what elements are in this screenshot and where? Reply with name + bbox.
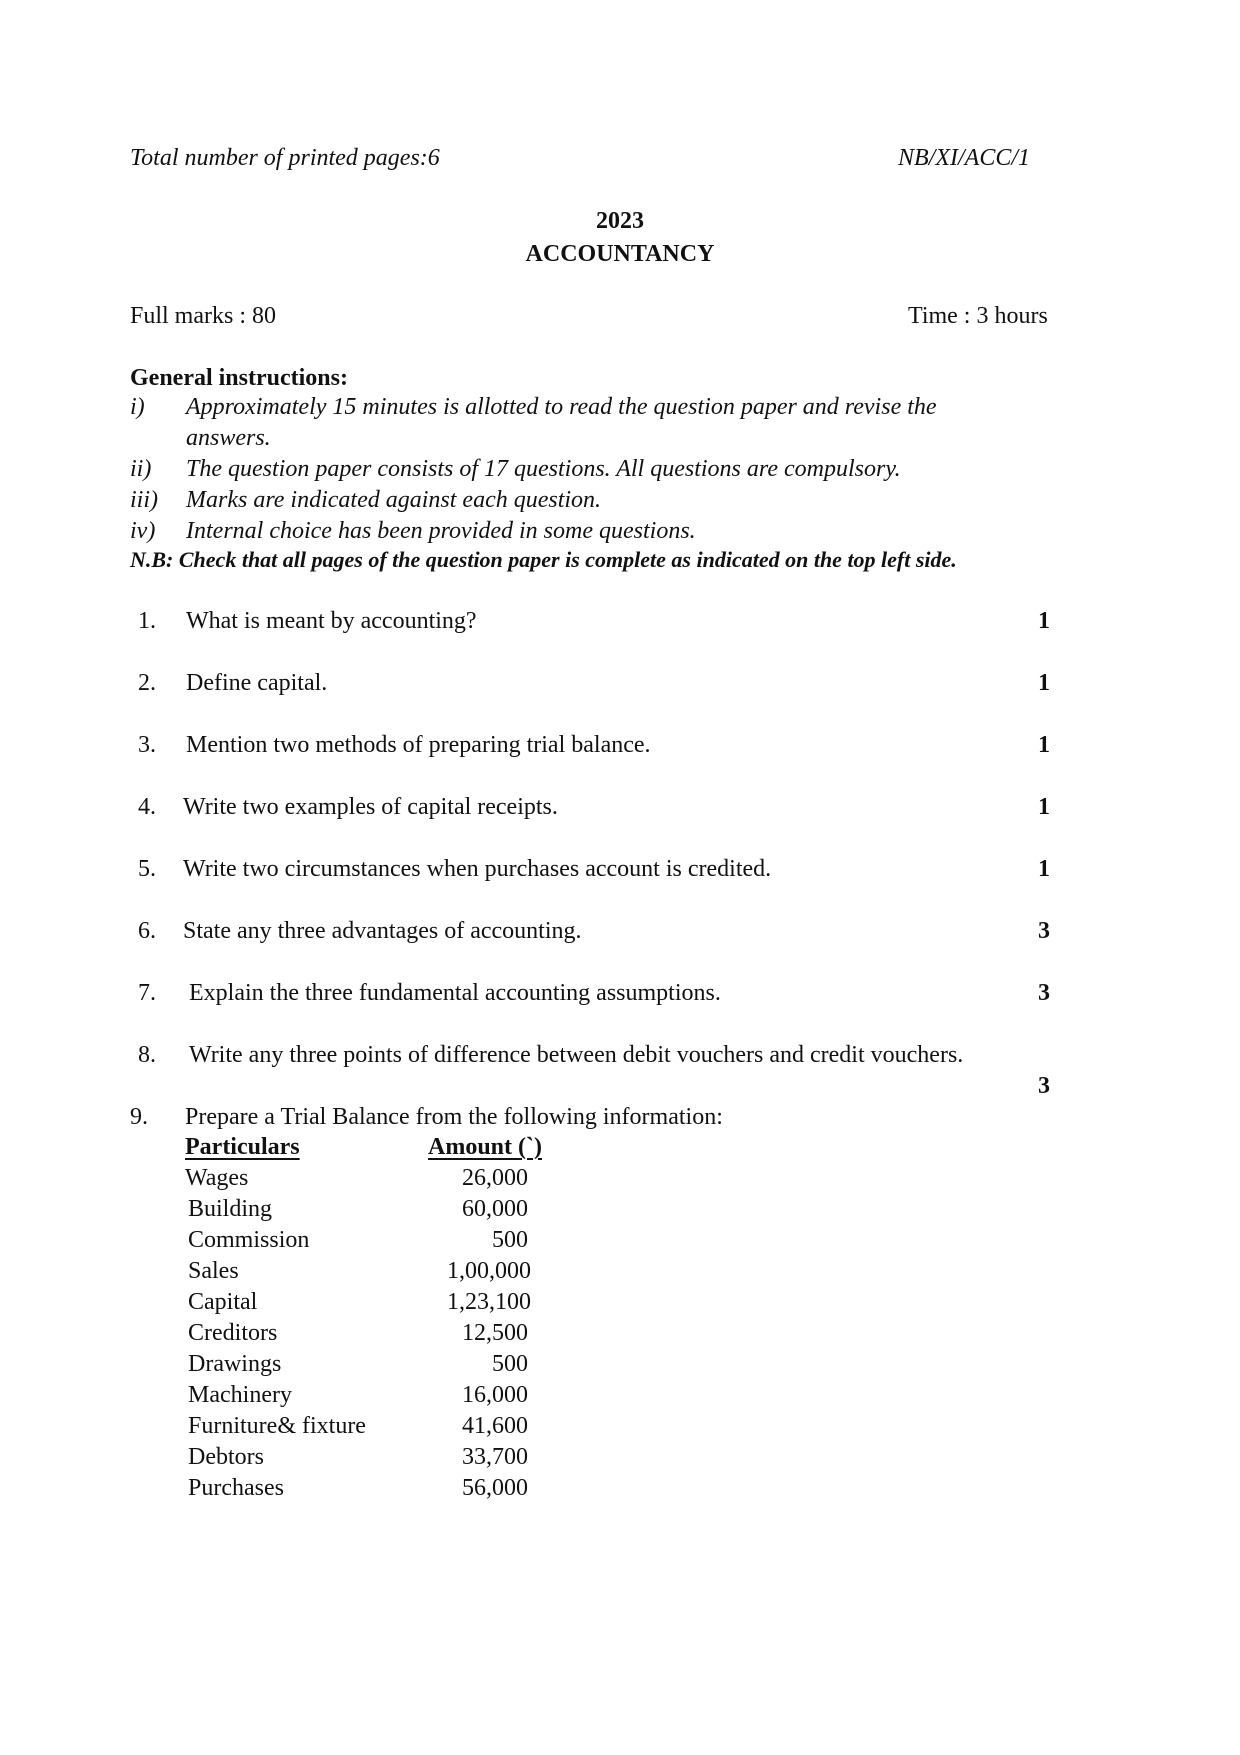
question-text: Write two circumstances when purchases account is credited. [183, 856, 772, 882]
table-row-amount: 60,000 [462, 1196, 528, 1222]
table-header-amount: Amount (`) [428, 1134, 542, 1160]
question-marks: 1 [1038, 856, 1050, 882]
question-marks: 3 [1038, 1073, 1050, 1099]
table-row-particular: Sales [188, 1258, 239, 1284]
table-row-particular: Machinery [188, 1382, 292, 1408]
table-row-particular: Wages [185, 1165, 249, 1191]
full-marks: Full marks : 80 [130, 303, 277, 329]
question-marks: 1 [1038, 608, 1050, 634]
question-text: Explain the three fundamental accounting assumptions. [189, 980, 721, 1006]
instruction-text: Internal choice has been provided in some questions. [186, 518, 696, 544]
question-number: 5. [138, 856, 156, 882]
printed-pages-note: Total number of printed pages:6 [130, 145, 440, 171]
nb-note: N.B: Check that all pages of the question paper is complete as indicated on the top left side. [130, 547, 957, 572]
question-text: Define capital. [186, 670, 328, 696]
instruction-number: iv) [130, 518, 156, 544]
table-row-amount: 1,23,100 [447, 1289, 531, 1315]
table-row-particular: Capital [188, 1289, 258, 1315]
instruction-number: iii) [130, 487, 158, 513]
table-row-amount: 33,700 [462, 1444, 528, 1470]
table-header-particulars: Particulars [185, 1134, 300, 1160]
table-row-particular: Building [188, 1196, 273, 1222]
question-number: 2. [138, 670, 156, 696]
instruction-number: i) [130, 394, 145, 420]
question-text: Prepare a Trial Balance from the following information: [185, 1104, 723, 1130]
question-number: 6. [138, 918, 156, 944]
table-row-particular: Debtors [188, 1444, 264, 1470]
question-text: Mention two methods of preparing trial balance. [186, 732, 651, 758]
question-text: Write two examples of capital receipts. [183, 794, 558, 820]
instructions-title: General instructions: [130, 365, 348, 391]
table-row-amount: 16,000 [462, 1382, 528, 1408]
table-row-amount: 56,000 [462, 1475, 528, 1501]
table-row-particular: Drawings [188, 1351, 282, 1377]
question-number: 4. [138, 794, 156, 820]
table-row-amount: 500 [492, 1351, 528, 1377]
question-marks: 3 [1038, 918, 1050, 944]
instruction-text: The question paper consists of 17 questions. All questions are compulsory. [186, 456, 901, 482]
question-marks: 3 [1038, 980, 1050, 1006]
table-row-amount: 41,600 [462, 1413, 528, 1439]
question-number: 7. [138, 980, 156, 1006]
question-text: Write any three points of difference between debit vouchers and credit vouchers. [189, 1042, 964, 1068]
paper-code: NB/XI/ACC/1 [898, 145, 1030, 171]
instruction-text: Approximately 15 minutes is allotted to read the question paper and revise the [186, 394, 937, 420]
question-text: State any three advantages of accounting. [183, 918, 582, 944]
question-number: 8. [138, 1042, 156, 1068]
table-row-particular: Commission [188, 1227, 310, 1253]
question-number: 1. [138, 608, 156, 634]
instruction-number: ii) [130, 456, 152, 482]
table-row-amount: 500 [492, 1227, 528, 1253]
table-row-amount: 26,000 [462, 1165, 528, 1191]
instruction-text: Marks are indicated against each question. [186, 487, 602, 513]
table-row-particular: Creditors [188, 1320, 278, 1346]
question-number: 3. [138, 732, 156, 758]
question-marks: 1 [1038, 794, 1050, 820]
exam-year: 2023 [596, 208, 644, 234]
table-row-particular: Purchases [188, 1475, 284, 1501]
time-allowed: Time : 3 hours [908, 303, 1048, 329]
question-marks: 1 [1038, 732, 1050, 758]
subject-title: ACCOUNTANCY [525, 241, 715, 267]
question-number: 9. [130, 1104, 148, 1130]
question-text: What is meant by accounting? [186, 608, 477, 634]
table-row-amount: 12,500 [462, 1320, 528, 1346]
question-marks: 1 [1038, 670, 1050, 696]
table-row-amount: 1,00,000 [447, 1258, 531, 1284]
table-row-particular: Furniture& fixture [188, 1413, 366, 1439]
instruction-text-cont: answers. [186, 425, 271, 451]
